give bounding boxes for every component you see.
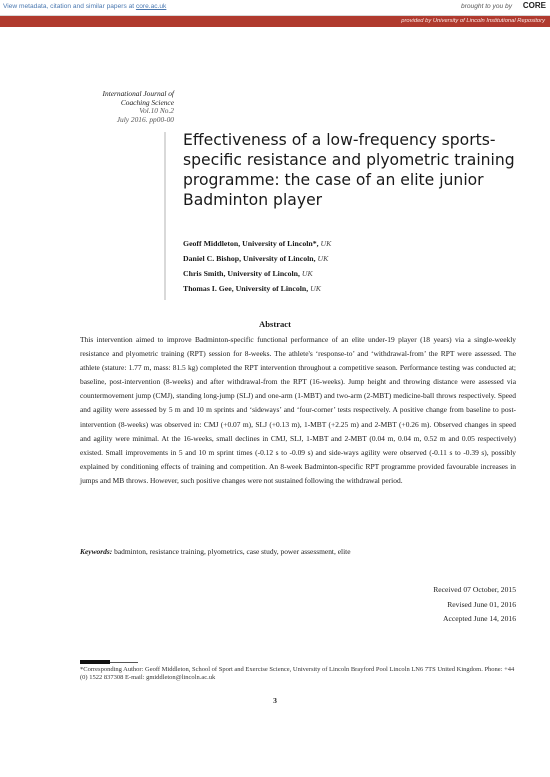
author-3: Chris Smith, University of Lincoln, UK bbox=[183, 269, 313, 278]
provided-by-bar[interactable] bbox=[0, 16, 550, 27]
keywords bbox=[80, 546, 516, 558]
author-list bbox=[183, 236, 513, 296]
journal-name-line2: Coaching Science bbox=[120, 97, 174, 107]
abstract-text: This intervention aimed to improve Badminton-specific functional performance of an elite under-19 player (18 years) via a single-weekly resistance and plyometric training (RPT) session for 8-weeks. The athlete's ‘response-to’ and ‘withdrawal-from’ the RPT were assessed. The athlete (stature: 1.77 m, mass: 81.5 kg) completed the RPT intervention throughout a competitive season. Performance testing was conducted at; baseline, post-intervention (8-weeks) and after withdrawal-from the RPT (16-weeks). Jump height and throwing distance were assessed via countermovement jump (CMJ), standing long-jump (SLJ) and one-arm (1-MBT) and two-arm (2-MBT) medicine-ball throws respectively. Speed and agility were assessed by 5 m and 10 m sprints and ‘sideways’ and ‘four-corner’ tests respectively. A positive change from baseline to post-intervention (8-weeks) was observed in: CMJ (+0.07 m), SLJ (+0.13 m), 1-MBT (+2.25 m) and 2-MBT (+0.26 m). Observed changes in speed and agility were minimal. At the 16-weeks, small declines in CMJ, SLJ, 1-MBT and 2-MBT (0.04 m, 0.04 m, 0.52 m and 0.05 respectively) existed. Small improvements in 5 and 10 m sprint times (-0.12 s to -0.09 s) and side-ways agility were observed (-0.11 s to -0.39 s), possibly explained by conditioning effects of training and competition. An 8-week Badminton-specific RPT programme provided favourable increases in jumps and MB throws. However, such positive changes were not sustained following the withdrawal period. bbox=[80, 335, 516, 485]
brought-to-you-text: brought to you by bbox=[461, 3, 512, 10]
author-2: Daniel C. Bishop, University of Lincoln, UK bbox=[183, 254, 329, 263]
corresponding-author-footnote: *Corresponding Author: Geoff Middleton, School of Sport and Exercise Science, University of Lincoln Brayford Pool Lincoln LN6 7TS United Kingdom. Phone: +44 (0) 1522 837308 E-mail: gmiddleton@lincoln.ac.uk bbox=[80, 666, 515, 682]
author-country: UK bbox=[301, 269, 313, 278]
footnote-rule bbox=[80, 660, 110, 664]
author-country: UK bbox=[320, 239, 332, 248]
author-1: Geoff Middleton, University of Lincoln*, UK bbox=[183, 239, 332, 248]
author-name: Daniel C. Bishop, University of Lincoln bbox=[183, 254, 314, 263]
paper-title: Effectiveness of a low-frequency sports-specific resistance and plyometric training programme: the case of an elite junior Badminton player bbox=[183, 131, 515, 209]
author-name: Geoff Middleton, University of Lincoln* bbox=[183, 239, 317, 248]
footnote-rule-thin bbox=[110, 662, 138, 663]
submission-dates bbox=[433, 583, 516, 627]
author-country: UK bbox=[310, 284, 321, 293]
author-4: Thomas I. Gee, University of Lincoln, UK bbox=[183, 284, 321, 293]
page-number: 3 bbox=[273, 696, 277, 705]
core-metadata-text bbox=[3, 3, 166, 10]
abstract-heading: Abstract bbox=[259, 319, 291, 329]
core-logo[interactable]: CORE bbox=[522, 1, 546, 10]
journal-date-pages: July 2016. pp00-00 bbox=[116, 114, 174, 124]
core-link[interactable]: core.ac.uk bbox=[135, 3, 167, 10]
provided-by-text: provided by University of Lincoln Institutional Repository bbox=[401, 18, 545, 24]
title-divider bbox=[164, 132, 166, 300]
journal-volume: Vol.10 No.2 bbox=[139, 106, 174, 116]
received-date: Received 07 October, 2015 bbox=[433, 585, 516, 594]
core-banner bbox=[0, 0, 550, 16]
journal-name-line1: International Journal of bbox=[102, 89, 174, 98]
accepted-date: Accepted June 14, 2016 bbox=[443, 614, 516, 624]
author-country: UK bbox=[317, 254, 329, 263]
journal-info bbox=[34, 90, 174, 124]
core-metadata-label: View metadata, citation and similar papers at bbox=[3, 3, 135, 10]
keywords-text: badminton, resistance training, plyometrics, case study, power assessment, elite bbox=[114, 547, 351, 556]
author-name: Thomas I. Gee, University of Lincoln bbox=[183, 284, 307, 293]
keywords-label: Keywords: bbox=[80, 547, 113, 556]
author-name: Chris Smith, University of Lincoln bbox=[183, 269, 299, 278]
revised-date: Revised June 01, 2016 bbox=[447, 599, 516, 609]
